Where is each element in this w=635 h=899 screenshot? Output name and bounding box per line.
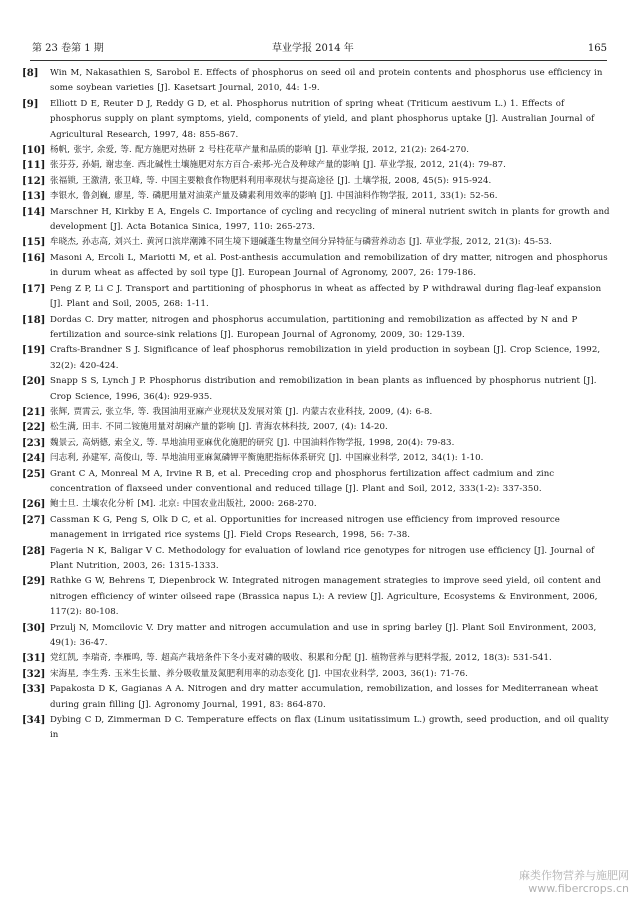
reference-number: [21]	[22, 406, 46, 418]
reference-text: 张辉, 贾霄云, 张立华, 等. 我国油用亚麻产业现状及发展对策 [J]. 内蒙古农业科技, 2009, (4): 6-8.	[50, 406, 433, 417]
reference-item	[22, 467, 612, 498]
reference-text: Rathke G W, Behrens T, Diepenbrock W. Integrated nitrogen management strategies to improve seed yield, oil content and nitrogen efficiency of winter oilseed rape (Brassica napus L): A review [J]. Agriculture, Ecosystems & Environment, 2006, 117(2): 80-108.	[50, 576, 601, 618]
reference-number: [17]	[22, 283, 46, 295]
reference-number: [18]	[22, 314, 46, 326]
page-header	[22, 40, 607, 58]
reference-number: [28]	[22, 545, 46, 557]
reference-item	[22, 436, 612, 451]
reference-text: Masoni A, Ercoli L, Mariotti M, et al. Post-anthesis accumulation and remobilization of dry matter, nitrogen and phosphorus in durum wheat as affected by soil type [J]. European Journal of Agronomy, 2007, 26: 179-186.	[50, 252, 608, 279]
reference-text: Dordas C. Dry matter, nitrogen and phosphorus accumulation, partitioning and remobilization as affected by N and P fertilization and source-sink relations [J]. European Journal of Agronomy, 2009, 30: 129-139.	[50, 314, 578, 340]
reference-item	[22, 282, 612, 313]
reference-item	[22, 667, 612, 682]
reference-number: [20]	[22, 376, 46, 388]
reference-text: Crafts-Brandner S J. Significance of leaf phosphorus remobilization in yield production in soybean [J]. Crop Science, 1992, 32(2): 420-424.	[50, 345, 601, 371]
reference-number: [9]	[22, 98, 39, 110]
reference-item	[22, 651, 612, 666]
reference-item	[22, 497, 612, 512]
reference-text: 张福锁, 王激清, 张卫峰, 等. 中国主要粮食作物肥料利用率现状与提高途径 [J]. 土壤学报, 2008, 45(5): 915-924.	[50, 175, 492, 186]
reference-item	[22, 405, 612, 420]
reference-number: [12]	[22, 175, 46, 187]
reference-number: [15]	[22, 237, 46, 249]
reference-text: 牟晓杰, 孙志高, 刘兴土. 黄河口滨岸潮滩不同生境下翅碱蓬生物量空间分异特征与磷营养动态 [J]. 草业学报, 2012, 21(3): 45-53.	[50, 237, 552, 248]
reference-item	[22, 513, 612, 544]
reference-item	[22, 313, 612, 344]
reference-text: Dybing C D, Zimmerman D C. Temperature effects on flax (Linum usitatissimum L.) growth, seed production, and oil quality in	[50, 715, 609, 741]
reference-text: 鲍士旦. 土壤农化分析 [M]. 北京: 中国农业出版社, 2000: 268-270.	[50, 499, 317, 510]
reference-number: [13]	[22, 191, 46, 203]
page-number: 165	[587, 43, 607, 54]
reference-text: 松生满, 田丰. 不同二铵施用量对胡麻产量的影响 [J]. 青海农林科技, 2007, (4): 14-20.	[50, 422, 388, 433]
reference-text: Papakosta D K, Gagianas A A. Nitrogen and dry matter accumulation, remobilization, and losses for Mediterranean wheat during grain filling [J]. Agronomy Journal, 1991, 83: 864-870.	[50, 684, 599, 710]
reference-item	[22, 574, 612, 620]
journal-title: 草业学报 2014 年	[272, 43, 354, 54]
reference-item	[22, 682, 612, 713]
reference-text: Cassman K G, Peng S, Olk D C, et al. Opportunities for increased nitrogen use efficiency from improved resource management in irrigated rice systems [J]. Field Crops Research, 1998, 56: 7-38.	[50, 514, 560, 541]
reference-list	[22, 66, 612, 744]
reference-item	[22, 343, 612, 374]
reference-number: [10]	[22, 145, 46, 157]
reference-number: [14]	[22, 206, 46, 218]
reference-item	[22, 420, 612, 435]
reference-number: [26]	[22, 499, 46, 511]
reference-item	[22, 205, 612, 236]
reference-item	[22, 374, 612, 405]
reference-item	[22, 66, 612, 97]
reference-number: [25]	[22, 468, 46, 480]
reference-number: [29]	[22, 576, 46, 588]
watermark-url: www.fibercrops.cn	[528, 882, 629, 895]
reference-text: 党红凯, 李瑞奇, 李雁鸣, 等. 超高产栽培条件下冬小麦对磷的吸收、积累和分配 [J]. 植物营养与肥料学报, 2012, 18(3): 531-541.	[50, 653, 552, 664]
reference-item	[22, 143, 612, 158]
watermark-site-name: 麻类作物营养与施肥网	[519, 869, 629, 882]
journal-volume-issue: 第 23 卷第 1 期	[32, 43, 104, 54]
reference-number: [24]	[22, 453, 46, 465]
reference-item	[22, 235, 612, 250]
reference-number: [31]	[22, 653, 46, 665]
reference-number: [16]	[22, 252, 46, 264]
reference-item	[22, 251, 612, 282]
reference-text: Marschner H, Kirkby E A, Engels C. Importance of cycling and recycling of mineral nutrient switch in plants for growth and development [J]. Acta Botanica Sinica, 1997, 110: 265-273.	[50, 206, 610, 233]
reference-number: [11]	[22, 160, 46, 172]
reference-text: 张芬芬, 孙娟, 谢忠奎. 西北碱性土壤施肥对东方百合-索邦-光合及种球产量的影响 [J]. 草业学报, 2012, 21(4): 79-87.	[50, 160, 506, 171]
reference-item	[22, 174, 612, 189]
reference-number: [22]	[22, 422, 46, 434]
reference-number: [23]	[22, 437, 46, 449]
reference-item	[22, 451, 612, 466]
reference-text: 李银水, 鲁剑巍, 廖星, 等. 磷肥用量对油菜产量及磷素利用效率的影响 [J]. 中国油料作物学报, 2011, 33(1): 52-56.	[50, 191, 498, 202]
reference-text: 宋海星, 李生秀. 玉米生长量、养分吸收量及氮肥利用率的动态变化 [J]. 中国农业科学, 2003, 36(1): 71-76.	[50, 668, 468, 679]
reference-number: [32]	[22, 668, 46, 680]
watermark	[519, 869, 629, 895]
header-rule	[30, 60, 607, 61]
reference-number: [8]	[22, 68, 39, 79]
reference-text: 魏景云, 高炳德, 索全义, 等. 旱地油用亚麻优化施肥的研究 [J]. 中国油料作物学报, 1998, 20(4): 79-83.	[50, 437, 455, 448]
reference-number: [34]	[22, 715, 46, 727]
reference-text: Elliott D E, Reuter D J, Reddy G D, et al. Phosphorus nutrition of spring wheat (Triticum aestivum L.) 1. Effects of phosphorus supply on plant symptoms, yield, components of yield, and plant phosphorus uptake [J]. Australian Journal of Agricultural Research, 1997, 48: 855-867.	[50, 98, 595, 140]
reference-item	[22, 158, 612, 173]
reference-number: [30]	[22, 622, 46, 634]
reference-text: 闫志利, 孙建军, 高俊山, 等. 旱地油用亚麻氮磷钾平衡施肥指标体系研究 [J]. 中国麻业科学, 2012, 34(1): 1-10.	[50, 453, 484, 464]
reference-text: Przulj N, Momcilovic V. Dry matter and nitrogen accumulation and use in spring barley [J]. Plant Soil Environment, 2003, 49(1): 36-47.	[50, 622, 597, 649]
reference-number: [19]	[22, 345, 46, 357]
reference-item	[22, 544, 612, 575]
reference-text: Grant C A, Monreal M A, Irvine R B, et al. Preceding crop and phosphorus fertilization affect cadmium and zinc concentration of flaxseed under conventional and reduced tillage [J]. Plant and Soil, 2012, 333(1-2): 337-350.	[50, 468, 555, 494]
reference-item	[22, 713, 612, 744]
reference-text: Win M, Nakasathien S, Sarobol E. Effects of phosphorus on seed oil and protein contents and phosphorus use efficiency in some soybean varieties [J]. Kasetsart Journal, 2010, 44: 1-9.	[50, 68, 603, 94]
reference-text: Peng Z P, Li C J. Transport and partitioning of phosphorus in wheat as affected by P withdrawal during flag-leaf expansion [J]. Plant and Soil, 2005, 268: 1-11.	[50, 283, 602, 310]
reference-text: 杨帆, 张宇, 余爱, 等. 配方施肥对热研 2 号柱花草产量和品质的影响 [J]. 草业学报, 2012, 21(2): 264-270.	[50, 145, 470, 156]
reference-number: [33]	[22, 684, 46, 696]
reference-item	[22, 97, 612, 143]
reference-number: [27]	[22, 514, 46, 526]
reference-item	[22, 621, 612, 652]
reference-item	[22, 189, 612, 204]
reference-text: Fageria N K, Baligar V C. Methodology for evaluation of lowland rice genotypes for nitrogen use efficiency [J]. Journal of Plant Nutrition, 2003, 26: 1315-1333.	[50, 545, 595, 571]
reference-text: Snapp S S, Lynch J P. Phosphorus distribution and remobilization in bean plants as influenced by phosphorus nutrient [J]. Crop Science, 1996, 36(4): 929-935.	[50, 376, 597, 402]
